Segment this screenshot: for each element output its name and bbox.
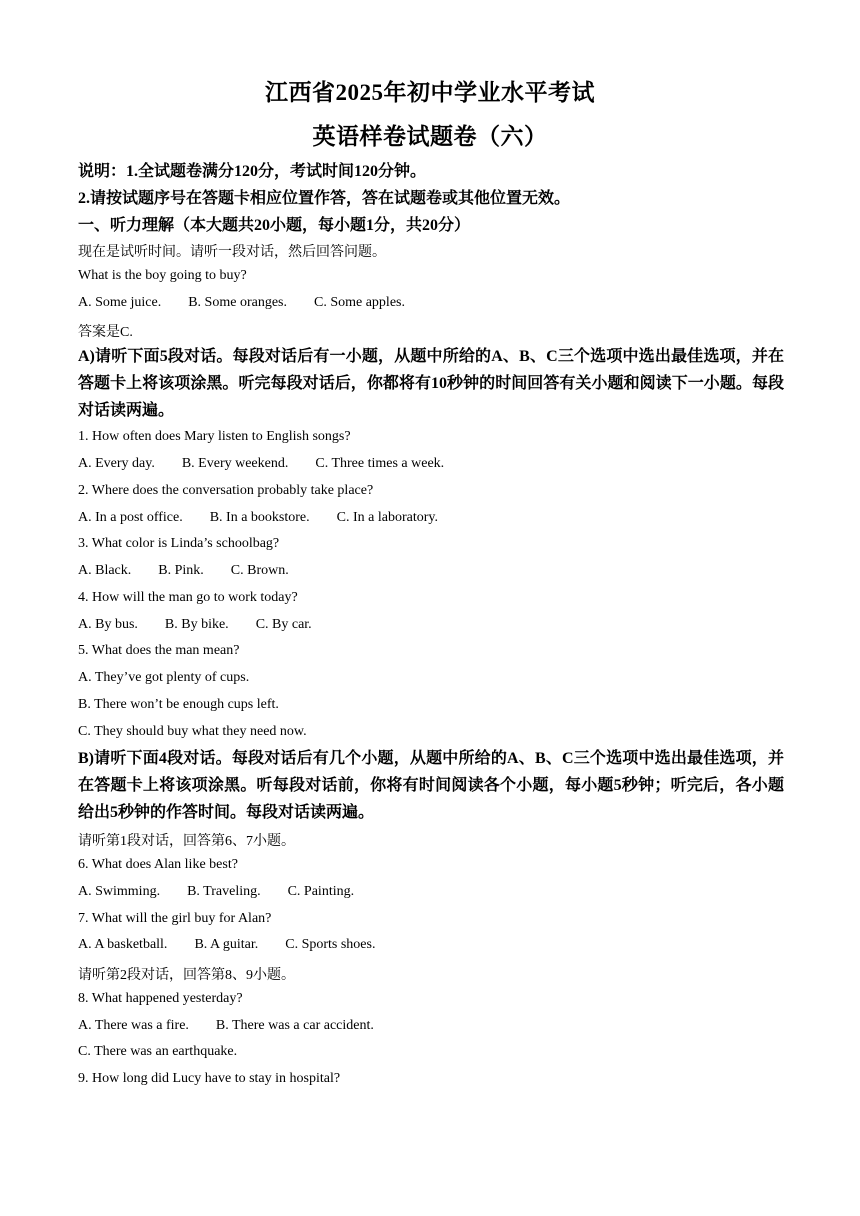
part-a-instructions: A)请听下面5段对话。每段对话后有一小题，从题中所给的A、B、C三个选项中选出最佳选项，并在答题卡上将该项涂黑。听完每段对话后，你都将有10秒钟的时间回答有关小题和阅读下一小题。每段对话读两遍。 [78,348,784,419]
option: A. A basketball. [78,937,168,952]
question-1-options [78,456,471,472]
question-4-options [78,617,339,633]
question-5-option-b: B. There won’t be enough cups left. [78,697,279,712]
question-3-options [78,563,316,579]
example-intro: 现在是试听时间。请听一段对话，然后回答问题。 [78,245,386,260]
question-6: 6. What does Alan like best? [78,857,238,872]
question-1: 1. How often does Mary listen to English songs? [78,429,351,444]
option: C. Three times a week. [315,456,445,471]
question-5: 5. What does the man mean? [78,643,240,658]
option: C. In a laboratory. [336,510,438,525]
option: B. Every weekend. [181,456,289,471]
option: C. Brown. [230,563,289,578]
option: B. In a bookstore. [209,510,310,525]
question-5-option-a: A. They’ve got plenty of cups. [78,670,250,685]
note-line-1: 说明：1.全试题卷满分120分，考试时间120分钟。 [78,163,427,180]
question-9: 9. How long did Lucy have to stay in hospital? [78,1071,341,1086]
question-8-option-c: C. There was an earthquake. [78,1044,238,1059]
question-2: 2. Where does the conversation probably take place? [78,483,374,498]
example-options [78,295,432,311]
dialog-2-intro: 请听第2段对话，回答第8、9小题。 [78,968,295,983]
question-7: 7. What will the girl buy for Alan? [78,911,272,926]
question-8: 8. What happened yesterday? [78,991,243,1006]
question-5-option-c: C. They should buy what they need now. [78,724,307,739]
part-b-instructions: B)请听下面4段对话。每段对话后有几个小题，从题中所给的A、B、C三个选项中选出最佳选项，并在答题卡上将该项涂黑。听每段对话前，你将有时间阅读各个小题，每小题5秒钟；听完后，各小题给出5秒钟的作答时间。每段对话读两遍。 [78,750,784,821]
option: A. In a post office. [78,510,183,525]
option: A. Black. [78,563,132,578]
option: B. Some oranges. [188,295,287,310]
exam-title: 江西省2025年初中学业水平考试 [265,80,595,105]
option: B. A guitar. [194,937,259,952]
section-heading: 一、听力理解（本大题共20小题，每小题1分，共20分） [78,217,471,234]
example-question: What is the boy going to buy? [78,268,247,283]
option: C. Some apples. [313,295,405,310]
question-4: 4. How will the man go to work today? [78,590,298,605]
option: B. Pink. [158,563,204,578]
option: B. There was a car accident. [215,1018,374,1033]
question-3: 3. What color is Linda’s schoolbag? [78,536,280,551]
option: A. By bus. [78,617,138,632]
option: B. By bike. [164,617,229,632]
dialog-1-intro: 请听第1段对话，回答第6、7小题。 [78,834,295,849]
note-line-2: 2.请按试题序号在答题卡相应位置作答，答在试题卷或其他位置无效。 [78,190,571,207]
question-2-options [78,510,465,526]
option: B. Traveling. [187,884,261,899]
example-answer: 答案是C. [78,325,133,340]
question-6-options [78,884,381,900]
exam-subtitle: 英语样卷试题卷（六） [312,124,548,149]
option: A. Every day. [78,456,155,471]
option: C. Sports shoes. [285,937,376,952]
option: A. Some juice. [78,295,162,310]
question-7-options [78,937,402,953]
question-8-options [78,1018,401,1034]
option: A. There was a fire. [78,1018,189,1033]
option: A. Swimming. [78,884,161,899]
option: C. By car. [255,617,312,632]
option: C. Painting. [287,884,355,899]
